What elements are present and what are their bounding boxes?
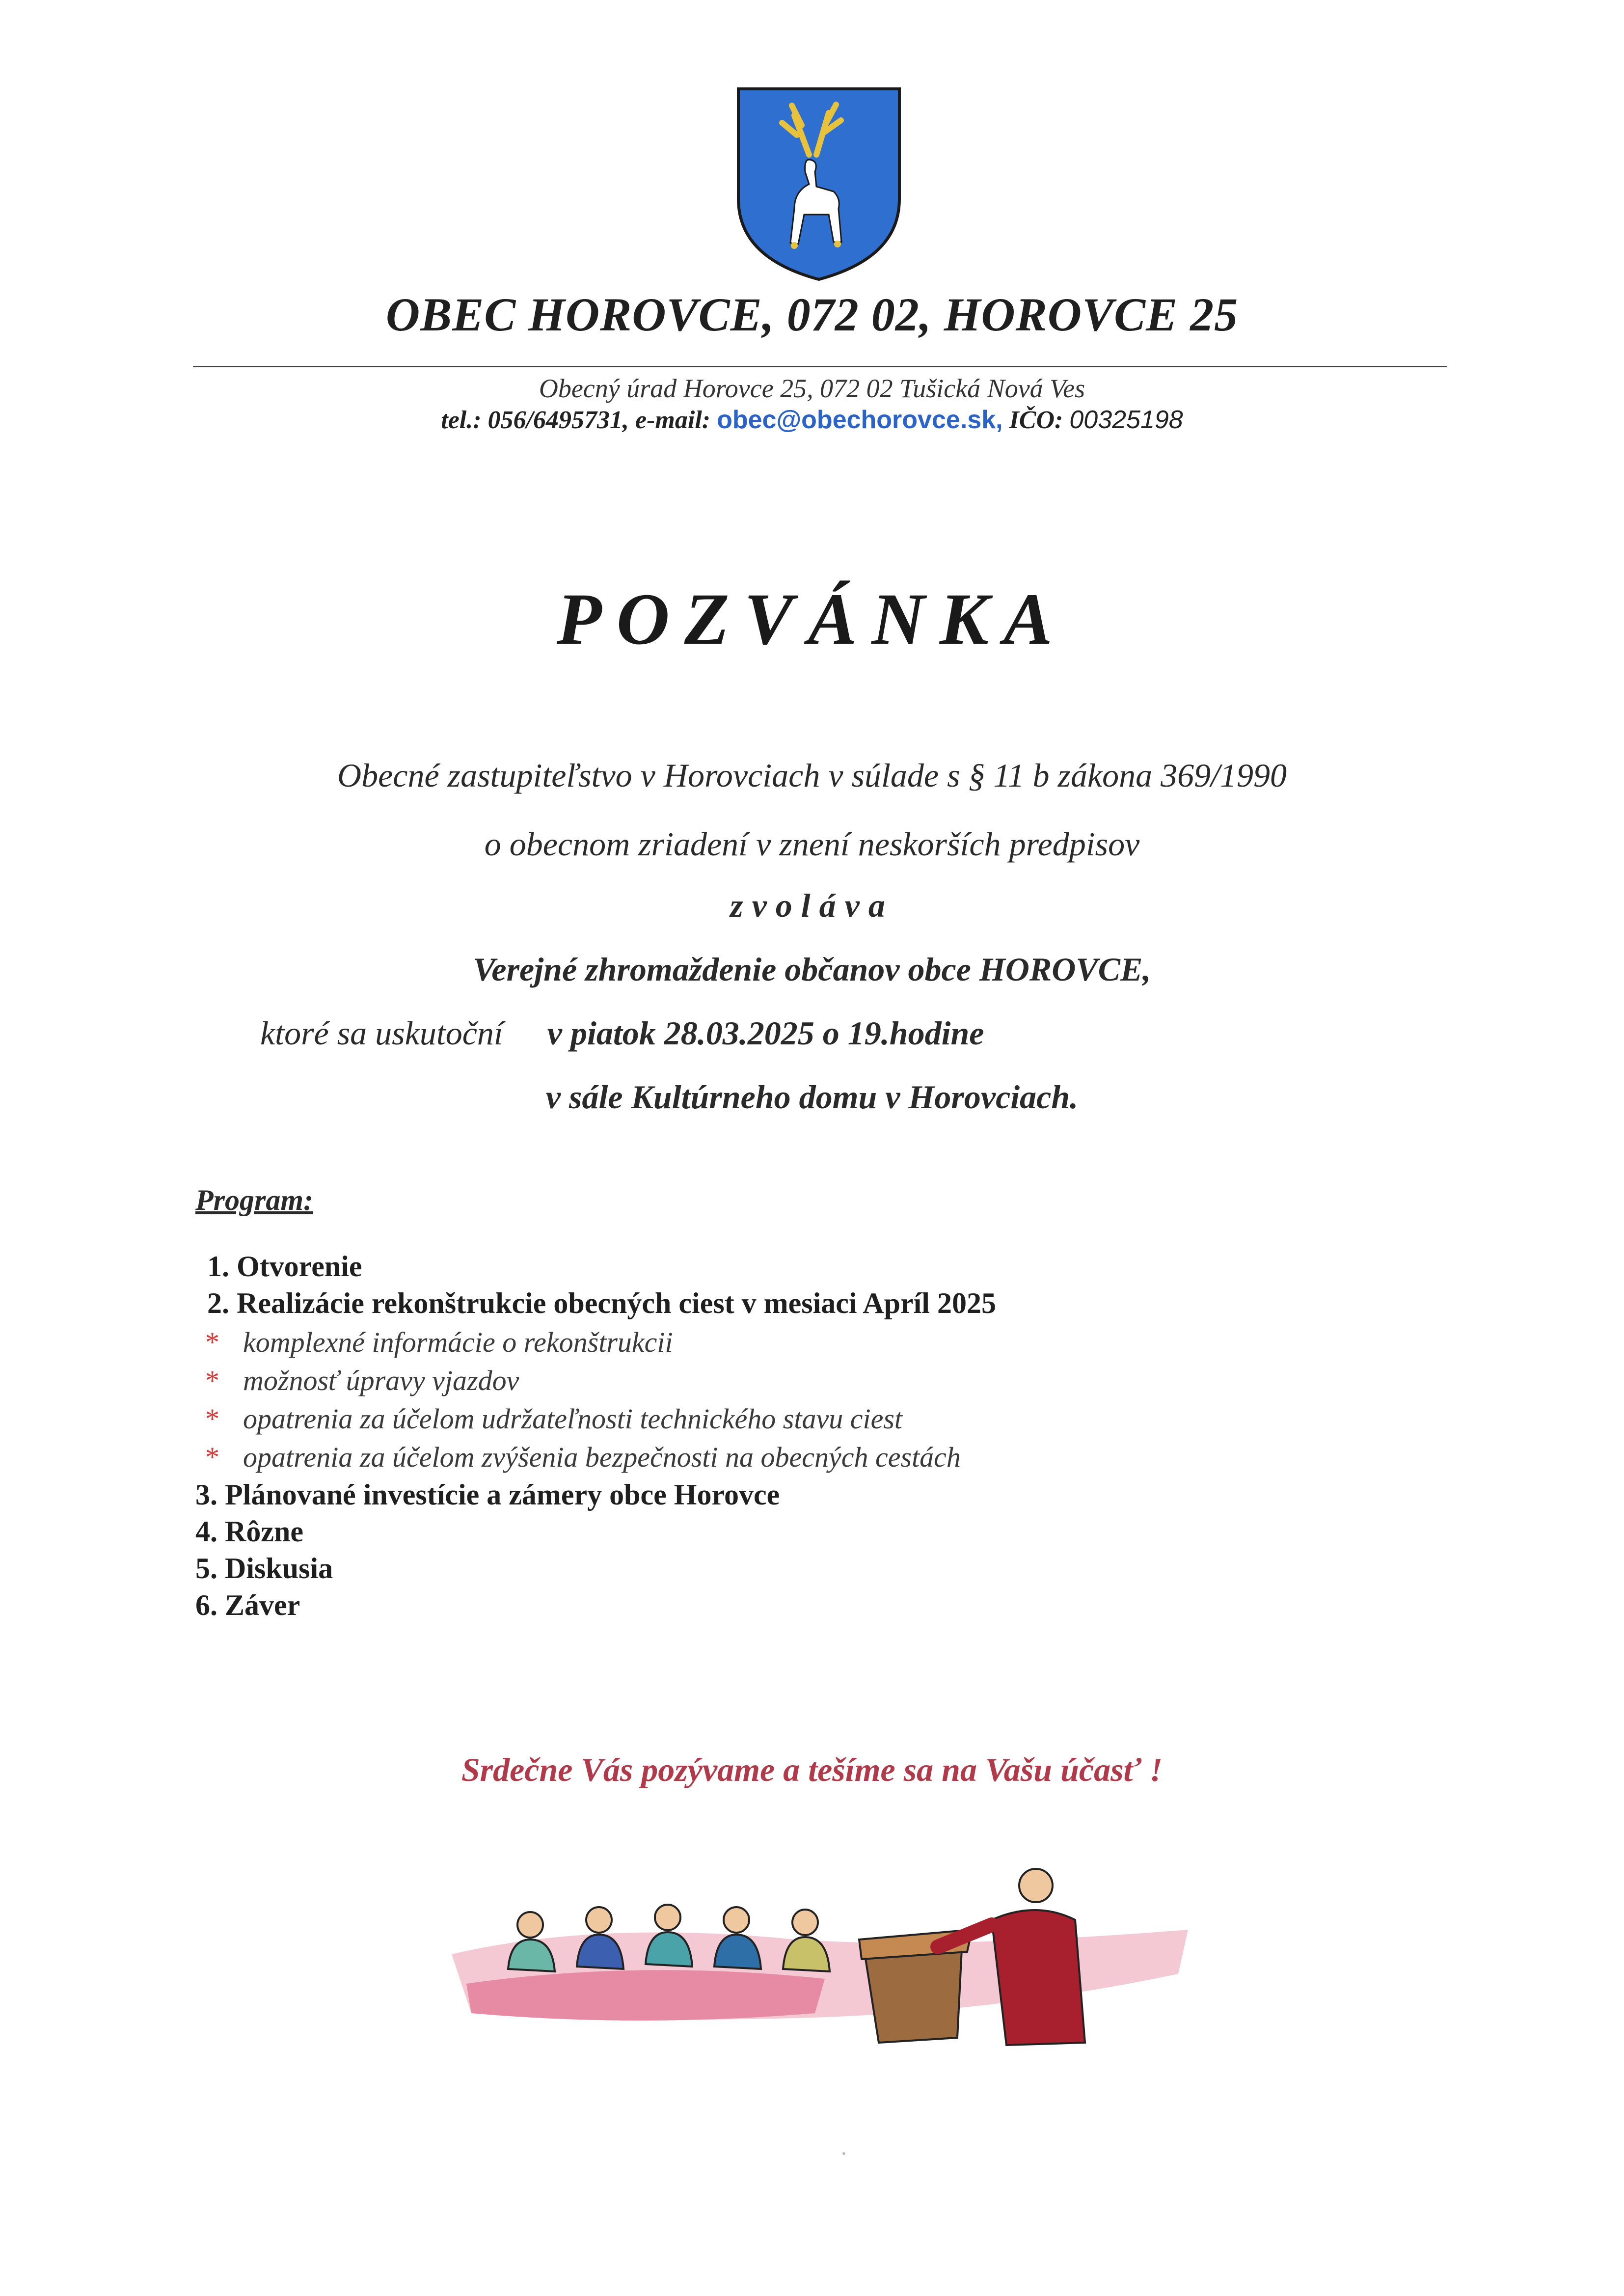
tel-value: 056/6495731, [487,406,629,434]
meeting-illustration-icon [452,1866,1188,2057]
ico-value: 00325198 [1069,406,1183,434]
header-divider [193,366,1447,367]
program-sub-item: * možnosť úpravy vjazdov [205,1365,519,1396]
office-address: Obecný úrad Horovce 25, 072 02 Tušická Nová Ves [539,374,1085,403]
program-item: 1. Otvorenie [207,1250,362,1283]
body-line-meeting-name: Verejné zhromaždenie občanov obce HOROVCE, [473,951,1151,988]
tel-label: tel.: [441,406,482,434]
date-prefix: ktoré sa uskutoční [260,1014,503,1052]
asterisk-icon: * [205,1326,219,1358]
coat-of-arms-icon [735,86,902,282]
email-label: e-mail: [635,406,711,434]
asterisk-icon: * [205,1403,219,1435]
program-sub-item: * opatrenia za účelom zvýšenia bezpečnosti na obecných cestách [205,1441,961,1473]
program-item: 3. Plánované investície a zámery obce Horovce [195,1478,780,1511]
program-item: 5. Diskusia [195,1552,333,1585]
scan-speck [842,2152,845,2155]
body-line-date [260,1014,984,1053]
program-sub-item: * komplexné informácie o rekonštrukcii [205,1326,673,1358]
program-sub-item: * opatrenia za účelom udržateľnosti technického stavu ciest [205,1403,903,1435]
program-label: Program: [195,1184,313,1216]
body-line-convenes: zvoláva [730,887,894,924]
program-item: 6. Záver [195,1589,300,1621]
contact-line [0,405,1624,435]
page-title: OBEC HOROVCE, 072 02, HOROVCE 25 [385,288,1239,341]
invitation-heading: POZVÁNKA [556,578,1068,660]
ico-label: IČO: [1009,406,1063,434]
program-item: 4. Rôzne [195,1515,303,1548]
closing-message: Srdečne Vás pozývame a tešíme sa na Vašu účasť ! [461,1751,1163,1788]
meeting-datetime: v piatok 28.03.2025 o 19.hodine [547,1014,984,1052]
body-line-1: Obecné zastupiteľstvo v Horovciach v súlade s § 11 b zákona 369/1990 [337,757,1287,794]
program-item: 2. Realizácie rekonštrukcie obecných ciest v mesiaci Apríl 2025 [207,1287,996,1319]
asterisk-icon: * [205,1441,219,1473]
asterisk-icon: * [205,1365,219,1396]
body-line-2: o obecnom zriadení v znení neskorších predpisov [484,825,1140,863]
email-link[interactable]: obec@obechorovce.sk, [717,406,1003,434]
body-line-venue: v sále Kultúrneho domu v Horovciach. [545,1078,1079,1116]
